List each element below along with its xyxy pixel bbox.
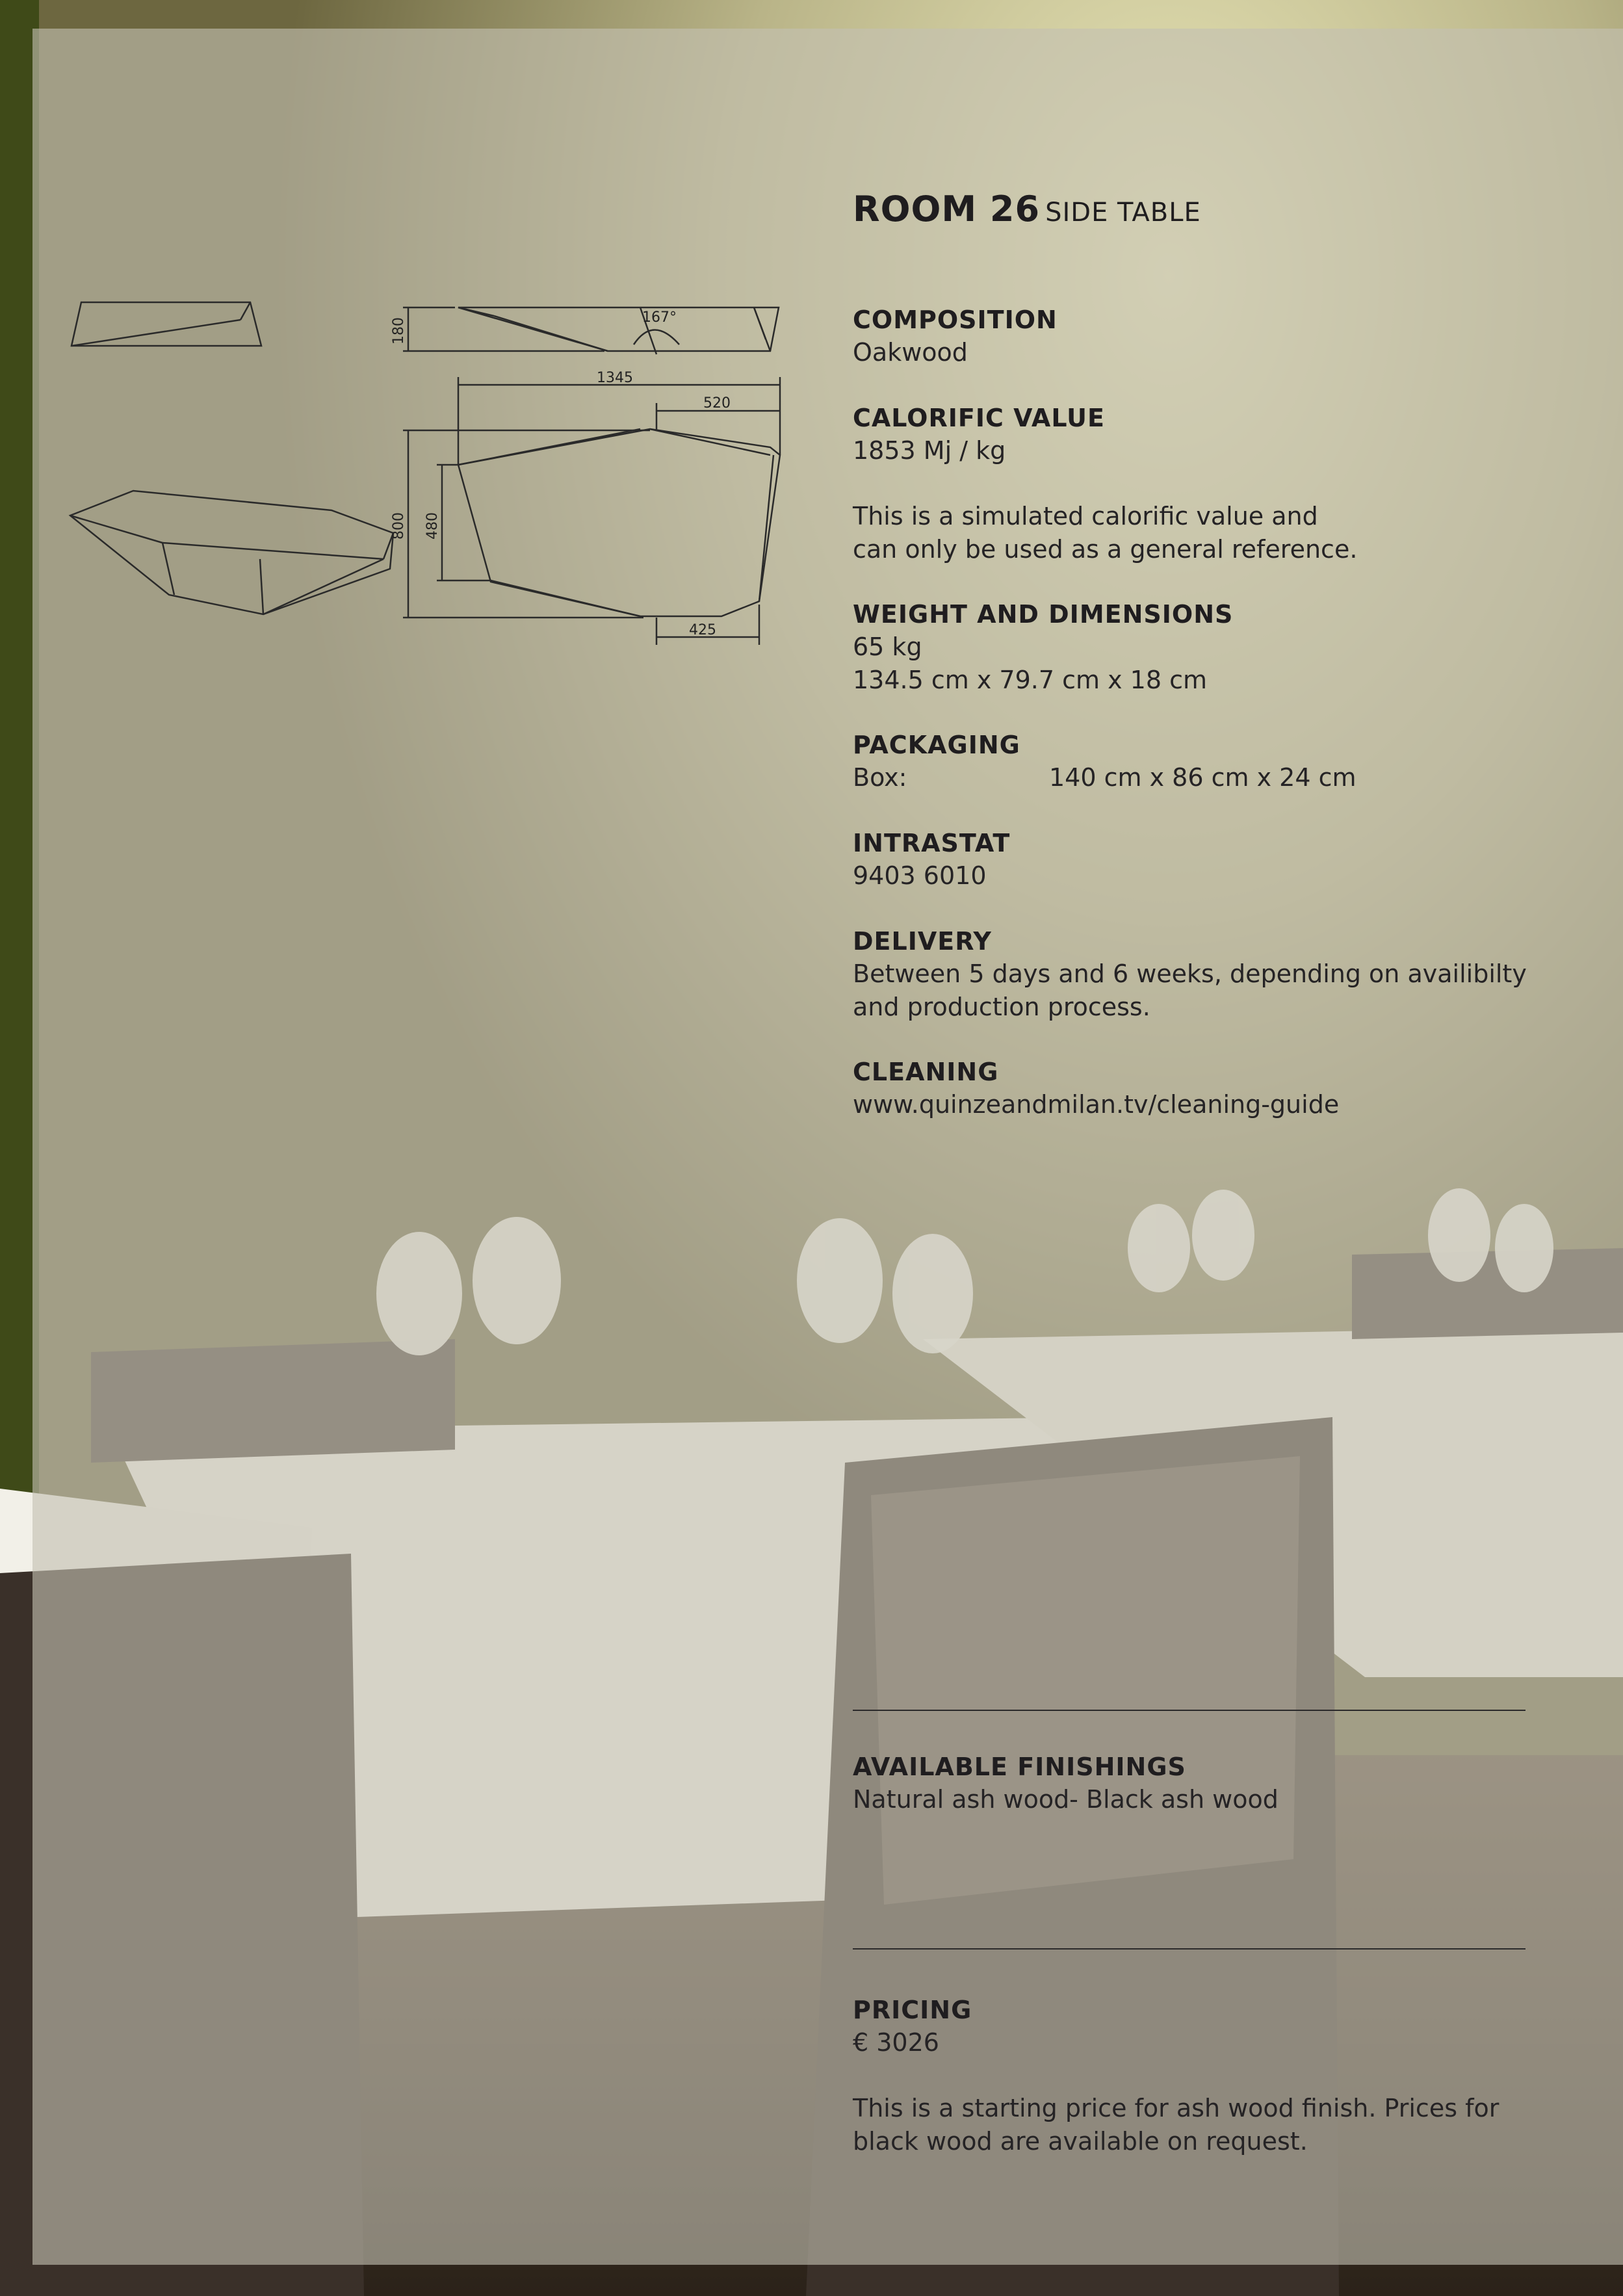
packaging-label: Box:: [853, 763, 907, 792]
weight-section: [853, 598, 1233, 697]
dim-angle: 167°: [642, 309, 677, 326]
cleaning-guide-link[interactable]: www.quinzeandmilan.tv/cleaning-guide: [853, 1090, 1340, 1119]
perspective-view: [70, 491, 393, 614]
finishings-section: [853, 1751, 1279, 1816]
intrastat-value: 9403 6010: [853, 861, 987, 890]
dim-base: 425: [689, 622, 716, 638]
calorific-value: 1853 Mj / kg: [853, 436, 1006, 465]
product-name: ROOM 26: [853, 189, 1041, 229]
dimensions-value: 134.5 cm x 79.7 cm x 18 cm: [853, 666, 1208, 694]
weight-heading: WEIGHT AND DIMENSIONS: [853, 600, 1234, 629]
dim-depth: 800: [391, 512, 407, 540]
product-type: SIDE TABLE: [1045, 198, 1201, 228]
calorific-section: [853, 402, 1357, 566]
delivery-line2: and production process.: [853, 993, 1150, 1021]
divider-top: [853, 1710, 1526, 1711]
calorific-heading: CALORIFIC VALUE: [853, 404, 1105, 432]
delivery-heading: DELIVERY: [853, 927, 992, 956]
dim-sub-length: 520: [703, 395, 731, 411]
cleaning-section: [853, 1056, 1339, 1121]
side-elevation: [458, 307, 779, 351]
packaging-section: [853, 729, 1357, 794]
weight-value: 65 kg: [853, 633, 922, 661]
finishings-value: Natural ash wood- Black ash wood: [853, 1785, 1279, 1814]
pricing-heading: PRICING: [853, 1996, 972, 2024]
packaging-heading: PACKAGING: [853, 731, 1020, 759]
calorific-note-line1: This is a simulated calorific value and: [853, 502, 1318, 530]
calorific-note-line2: can only be used as a general reference.: [853, 535, 1358, 564]
dim-height: 180: [391, 317, 407, 345]
cleaning-heading: CLEANING: [853, 1058, 999, 1086]
pricing-note-line1: This is a starting price for ash wood finish. Prices for: [853, 2094, 1500, 2122]
side-view-small: [71, 302, 261, 346]
delivery-section: [853, 925, 1527, 1024]
finishings-heading: AVAILABLE FINISHINGS: [853, 1753, 1186, 1781]
dim-inner-depth: 480: [424, 512, 441, 540]
delivery-line1: Between 5 days and 6 weeks, depending on availibilty: [853, 959, 1527, 988]
pricing-section: [853, 1994, 1499, 2158]
divider-bottom: [853, 1948, 1526, 1950]
composition-value: Oakwood: [853, 338, 968, 367]
composition-section: [853, 304, 1058, 369]
product-title: [853, 189, 1201, 229]
packaging-value: 140 cm x 86 cm x 24 cm: [1049, 763, 1357, 792]
dim-length: 1345: [597, 370, 633, 386]
composition-heading: COMPOSITION: [853, 306, 1058, 334]
pricing-note-line2: black wood are available on request.: [853, 2127, 1308, 2156]
price-value: € 3026: [853, 2028, 939, 2057]
packaging-row: [853, 761, 1357, 794]
plan-view: [458, 429, 780, 616]
intrastat-section: [853, 827, 1010, 893]
intrastat-heading: INTRASTAT: [853, 829, 1011, 857]
